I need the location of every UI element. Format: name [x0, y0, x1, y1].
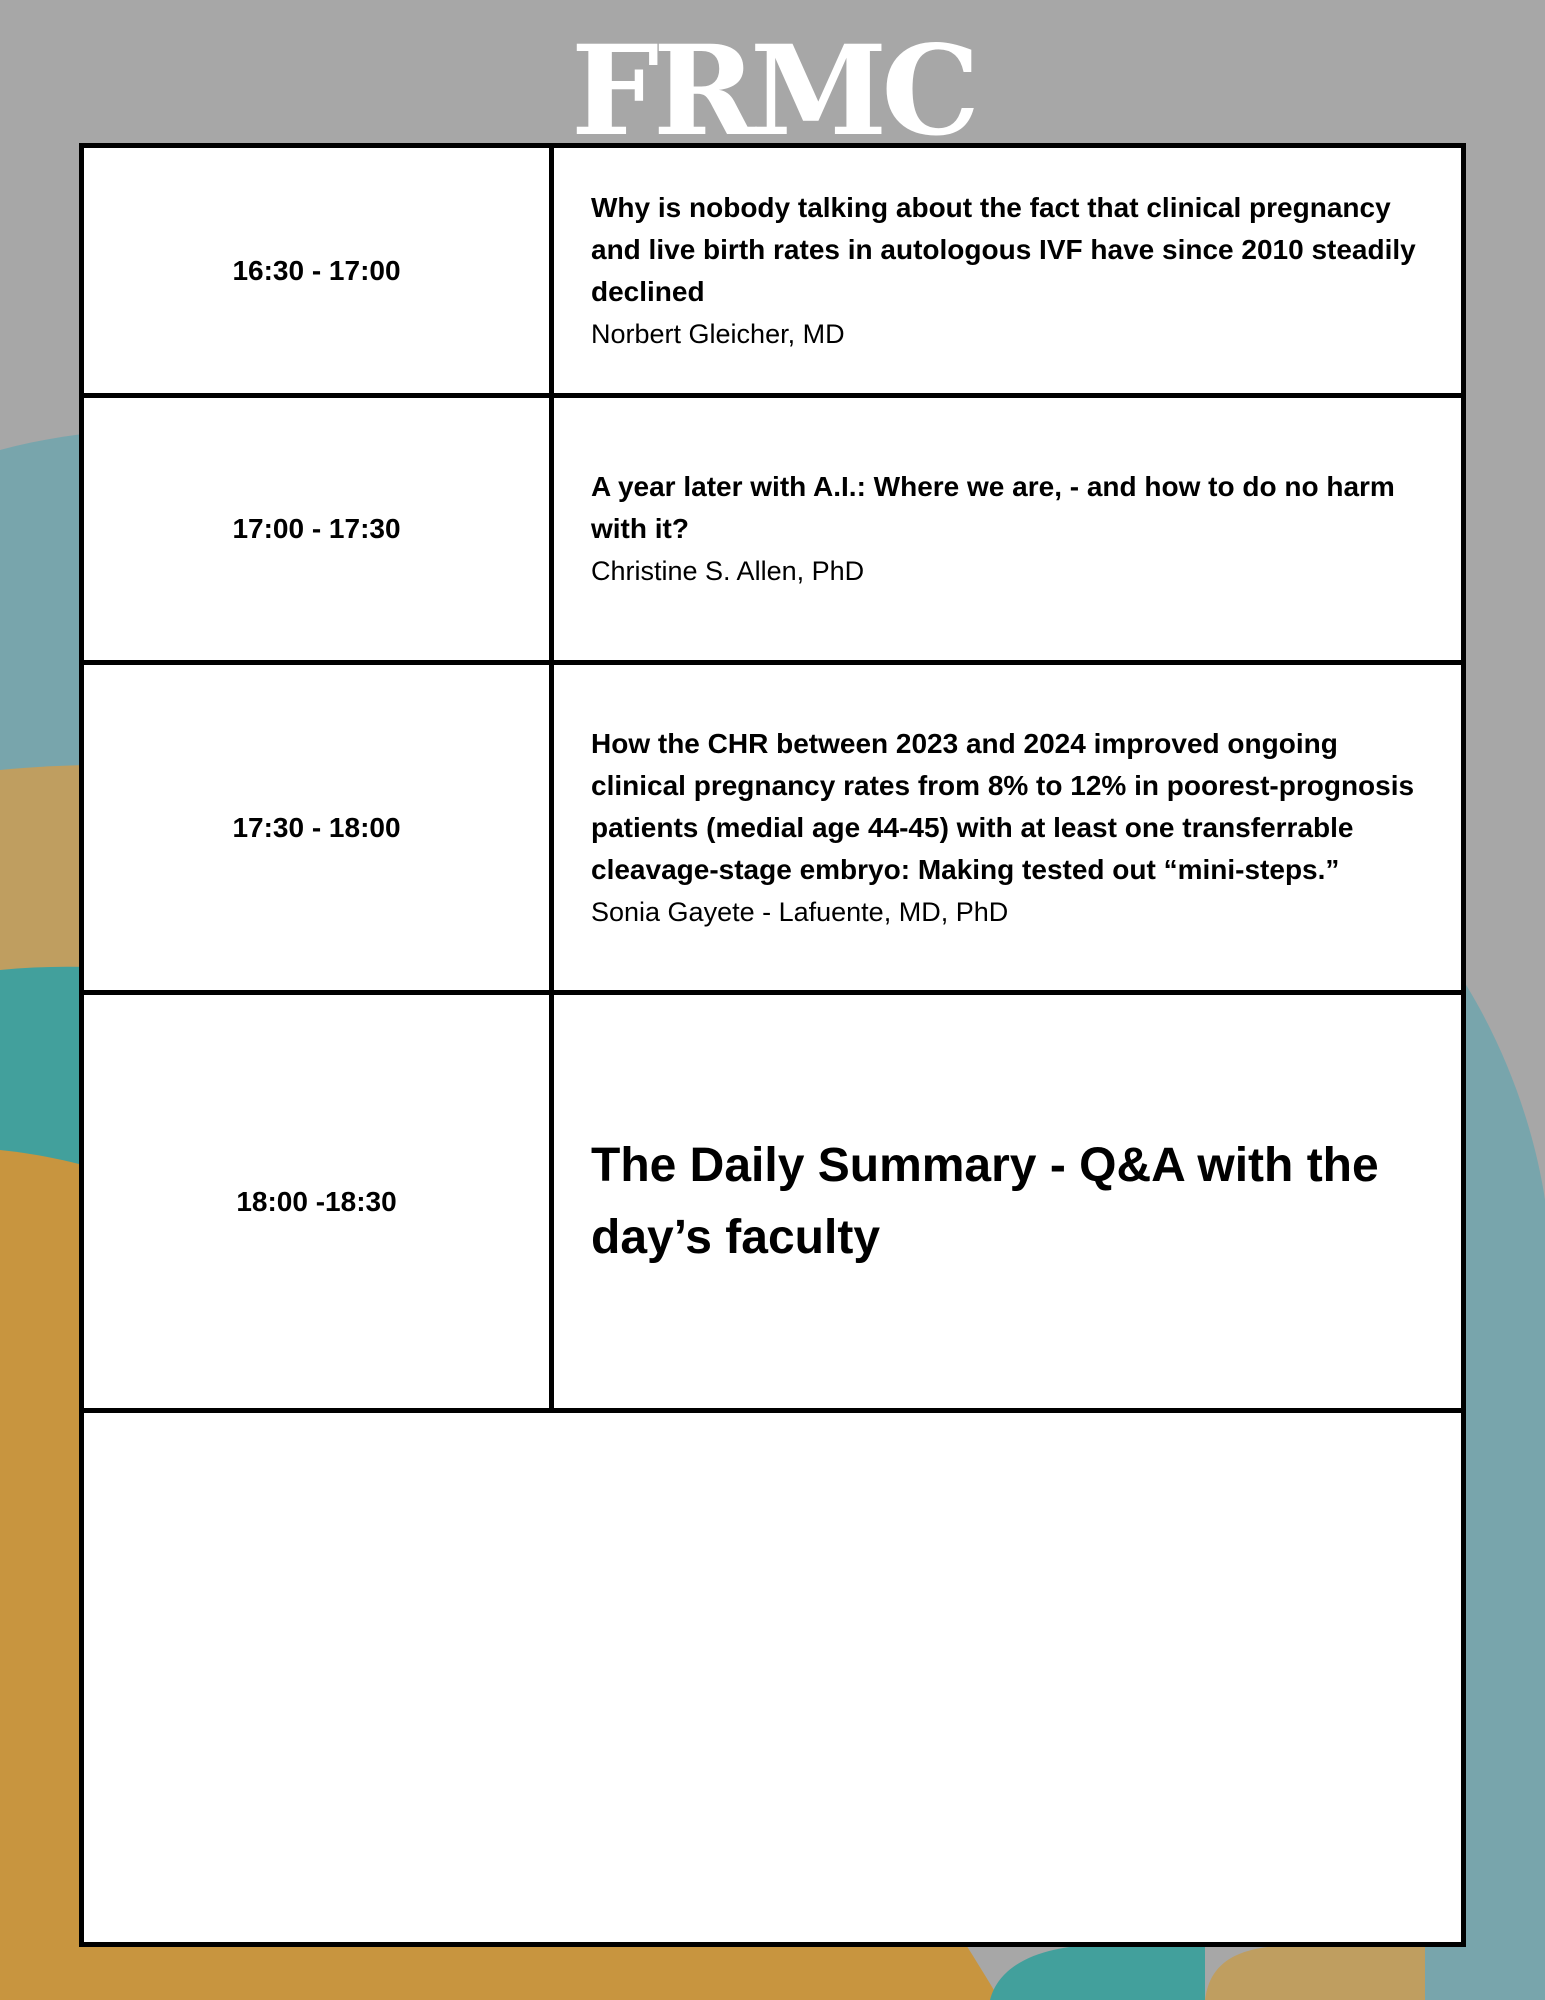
- frmc-logo: FRMC: [570, 19, 975, 164]
- speaker-name: Norbert Gleicher, MD: [591, 318, 845, 349]
- empty-section: [84, 1413, 1461, 1942]
- tan-bottom-right-shape: [1205, 1945, 1425, 2000]
- time-slot: 17:30 - 18:00: [84, 665, 554, 990]
- talk-title: How the CHR between 2023 and 2024 improved ongoing clinical pregnancy rates from 8% to 12% in poorest-prognosis patients (medial age 44-45) with at least one transferrable cleavage-stage embryo: Making tested out “mini-steps.”: [591, 727, 1415, 885]
- talk-title: A year later with A.I.: Where we are, - and how to do no harm with it?: [591, 471, 1395, 544]
- talk-cell: [554, 398, 1461, 660]
- time-slot: 18:00 -18:30: [84, 995, 554, 1408]
- summary-title: The Daily Summary - Q&A with the day’s faculty: [591, 1138, 1379, 1264]
- schedule-table: [79, 143, 1466, 1947]
- talk-title: Why is nobody talking about the fact that clinical pregnancy and live birth rates in autologous IVF have since 2010 steadily declined: [591, 191, 1416, 307]
- schedule-row: [84, 665, 1461, 995]
- schedule-row: [84, 995, 1461, 1413]
- talk-cell: [554, 665, 1461, 990]
- speaker-name: Christine S. Allen, PhD: [591, 556, 865, 586]
- time-slot: 16:30 - 17:00: [84, 148, 554, 393]
- speaker-name: Sonia Gayete - Lafuente, MD, PhD: [591, 896, 1009, 927]
- talk-cell: [554, 148, 1461, 393]
- schedule-row: [84, 148, 1461, 398]
- schedule-row: [84, 398, 1461, 665]
- deep-teal-bottom-shape: [990, 1945, 1205, 2000]
- time-slot: 17:00 - 17:30: [84, 398, 554, 660]
- talk-cell: [554, 995, 1461, 1408]
